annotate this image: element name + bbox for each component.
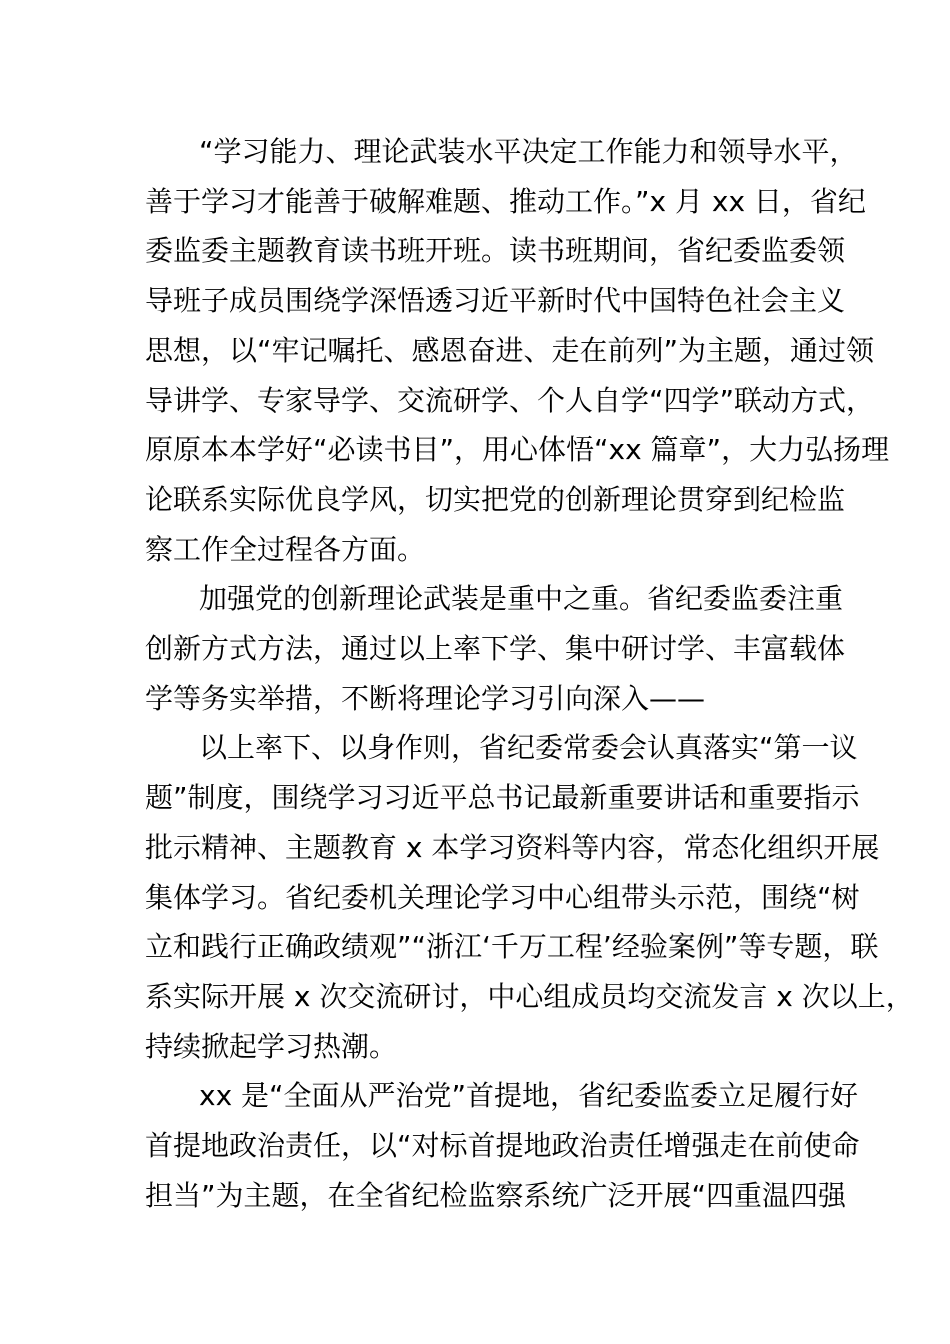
text-line: 题”制度，围绕学习习近平总书记最新重要讲话和重要指示 — [145, 781, 860, 815]
text-line: 创新方式方法，通过以上率下学、集中研讨学、丰富载体 — [145, 632, 846, 666]
text-line: 批示精神、主题教育 x 本学习资料等内容，常态化组织开展 — [145, 830, 880, 864]
text-line: xx 是“全面从严治党”首提地，省纪委监委立足履行好 — [199, 1079, 859, 1113]
text-line: 系实际开展 x 次交流研讨，中心组成员均交流发言 x 次以上， — [145, 979, 914, 1013]
text-line: 持续掀起学习热潮。 — [145, 1029, 398, 1063]
text-line: 论联系实际优良学风，切实把党的创新理论贯穿到纪检监 — [145, 482, 846, 516]
text-line: 善于学习才能善于破解难题、推动工作。”x 月 xx 日，省纪 — [145, 184, 866, 218]
text-line: 原原本本学好“必读书目”，用心体悟“xx 篇章”，大力弘扬理 — [145, 433, 890, 467]
text-line: 委监委主题教育读书班开班。读书班期间，省纪委监委领 — [145, 234, 846, 268]
text-line: 察工作全过程各方面。 — [145, 532, 426, 566]
text-line: 加强党的创新理论武装是重中之重。省纪委监委注重 — [199, 582, 844, 616]
paragraph-3 — [145, 723, 914, 1071]
text-line: 集体学习。省纪委机关理论学习中心组带头示范，围绕“树 — [145, 880, 860, 914]
text-line: 担当”为主题，在全省纪检监察系统广泛开展“四重温四强 — [145, 1178, 847, 1212]
text-line: 导讲学、专家导学、交流研学、个人自学“四学”联动方式， — [145, 383, 875, 417]
text-line: 以上率下、以身作则，省纪委常委会认真落实“第一议 — [199, 731, 858, 765]
text-line: 学等务实举措，不断将理论学习引向深入—— — [145, 681, 706, 715]
text-line: 首提地政治责任，以“对标首提地政治责任增强走在前使命 — [145, 1129, 860, 1163]
paragraph-4 — [145, 1071, 860, 1220]
text-line: “学习能力、理论武装水平决定工作能力和领导水平， — [199, 135, 858, 168]
paragraph-1 — [145, 127, 890, 574]
text-line: 立和践行正确政绩观”“浙江‘千万工程’经验案例”等专题，联 — [145, 930, 879, 964]
text-line: 思想，以“牢记嘱托、感恩奋进、走在前列”为主题，通过领 — [145, 333, 875, 367]
paragraph-2 — [145, 574, 846, 723]
text-line: 导班子成员围绕学深悟透习近平新时代中国特色社会主义 — [145, 284, 846, 318]
document-body — [145, 127, 914, 1220]
